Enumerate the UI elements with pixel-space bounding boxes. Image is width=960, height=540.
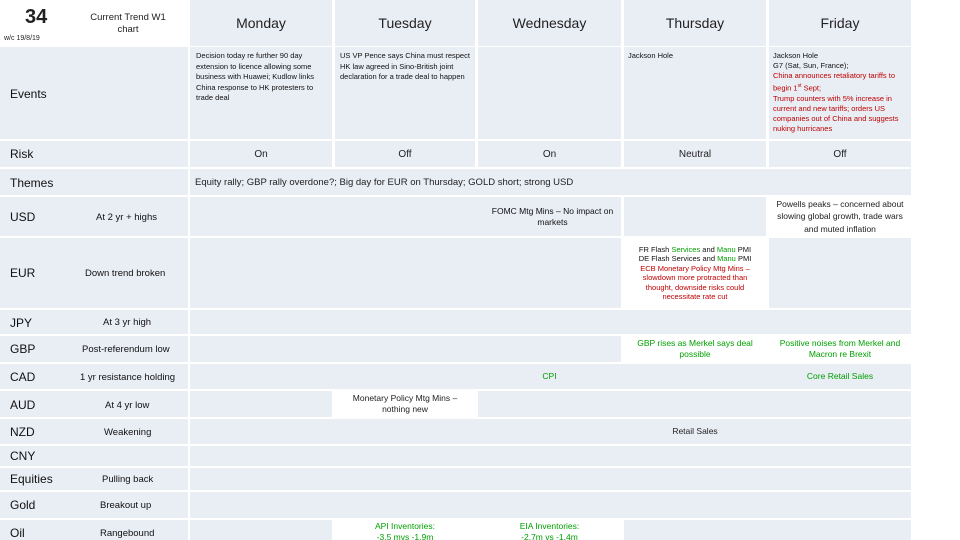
nzd-thursday-note: Retail Sales (672, 426, 718, 436)
aud-label-cell (0, 391, 188, 417)
cny-week-cell (190, 446, 911, 466)
gold-trend: Breakout up (100, 500, 152, 511)
cad-friday-note: Core Retail Sales (806, 371, 874, 381)
aud-wednesday-to-friday (478, 391, 911, 417)
gold-label-cell (0, 492, 188, 518)
events-friday: Jackson Hole G7 (Sat, Sun, France); China announces retaliatory tariffs to begin 1st Sept; Trump counters with 5% increase in current and new tariffs; orders US companies out of China and suggests nuking hurricanes (769, 47, 911, 139)
risk-label-cell (0, 141, 188, 167)
gbp-trend: Post-referendum low (82, 344, 170, 355)
cad-trend: 1 yr resistance holding (80, 372, 176, 383)
cad-label: CAD (10, 370, 36, 384)
events-wednesday (478, 47, 621, 139)
risk-tuesday: Off (335, 141, 475, 167)
usd-thursday (624, 197, 766, 236)
equities-label: Equities (10, 472, 53, 486)
aud-tuesday: Monetary Policy Mtg Mins – nothing new (335, 391, 475, 417)
risk-monday: On (190, 141, 332, 167)
events-label: Events (10, 87, 47, 101)
oil-thursday-friday (624, 520, 911, 540)
day-header-monday: Monday (190, 0, 332, 46)
gbp-thursday: GBP rises as Merkel says deal possible (624, 336, 766, 362)
equities-label-cell (0, 468, 188, 490)
themes-text: Equity rally; GBP rally overdone?; Big day for EUR on Thursday; GOLD short; strong USD (195, 177, 574, 188)
day-header-friday: Friday (769, 0, 911, 46)
events-label-cell (0, 47, 188, 139)
oil-wednesday: EIA Inventories: -2.7m vs -1.4m (478, 520, 621, 540)
eur-trend: Down trend broken (85, 268, 166, 279)
gbp-friday: Positive noises from Merkel and Macron re Brexit (769, 336, 911, 362)
cad-wednesday-note: CPI (542, 371, 557, 381)
cny-label-cell (0, 446, 188, 466)
equities-week-cell (190, 468, 911, 490)
oil-label-cell (0, 520, 188, 540)
risk-label: Risk (10, 147, 34, 161)
aud-monday (190, 391, 332, 417)
nzd-week-cell (190, 419, 911, 444)
jpy-week-cell (190, 310, 911, 334)
risk-wednesday: On (478, 141, 621, 167)
nzd-label: NZD (10, 425, 35, 439)
oil-monday (190, 520, 332, 540)
day-header-tuesday: Tuesday (335, 0, 475, 46)
week-commencing: w/c 19/8/19 (4, 35, 40, 42)
oil-label: Oil (10, 526, 25, 540)
events-tuesday: US VP Pence says China must respect HK law agreed in Sino-British joint declaration for a trade deal to happen (335, 47, 475, 139)
gbp-monday-to-wednesday (190, 336, 621, 362)
nzd-trend: Weakening (104, 427, 152, 438)
gold-label: Gold (10, 498, 36, 512)
usd-trend: At 2 yr + highs (96, 212, 157, 223)
trend-title: Current Trend W1 chart (68, 4, 188, 44)
risk-thursday: Neutral (624, 141, 766, 167)
eur-thursday: FR Flash Services and Manu PMI DE Flash Services and Manu PMI ECB Monetary Policy Mtg Mins – slowdown more protracted than thought, downside risks could necessitate rate cut (624, 238, 766, 308)
cny-label: CNY (10, 449, 36, 463)
day-header-wednesday: Wednesday (478, 0, 621, 46)
themes-label-cell (0, 169, 188, 195)
themes-text-cell (190, 169, 911, 195)
jpy-label: JPY (10, 316, 33, 330)
oil-tuesday: API Inventories: -3.5 mvs -1.9m (335, 520, 475, 540)
nzd-label-cell (0, 419, 188, 444)
jpy-label-cell (0, 310, 188, 334)
risk-friday: Off (769, 141, 911, 167)
equities-trend: Pulling back (102, 474, 154, 485)
events-thursday: Jackson Hole (624, 47, 766, 139)
aud-trend: At 4 yr low (105, 400, 150, 411)
gbp-label-cell (0, 336, 188, 362)
cad-label-cell (0, 364, 188, 389)
usd-label: USD (10, 210, 36, 224)
eur-friday (769, 238, 911, 308)
aud-label: AUD (10, 398, 36, 412)
oil-trend: Rangebound (100, 528, 155, 539)
gbp-label: GBP (10, 342, 36, 356)
events-monday: Decision today re further 90 day extension to licence allowing some business with Huawei; Kudlow links China response to HK protesters to trade deal (190, 47, 332, 139)
jpy-trend: At 3 yr high (103, 317, 152, 328)
usd-label-cell (0, 197, 188, 236)
usd-friday: Powells peaks – concerned about slowing global growth, trade wars and muted inflation (769, 197, 911, 236)
week-number (0, 0, 68, 45)
eur-label-cell (0, 238, 188, 308)
eur-label: EUR (10, 266, 36, 280)
usd-wednesday-note: FOMC Mtg Mins – No impact on markets (491, 206, 614, 227)
eur-monday-to-wednesday (190, 238, 621, 308)
week-number-text: 34 (25, 6, 48, 28)
gold-week-cell (190, 492, 911, 518)
themes-label: Themes (10, 176, 54, 190)
day-header-thursday: Thursday (624, 0, 766, 46)
